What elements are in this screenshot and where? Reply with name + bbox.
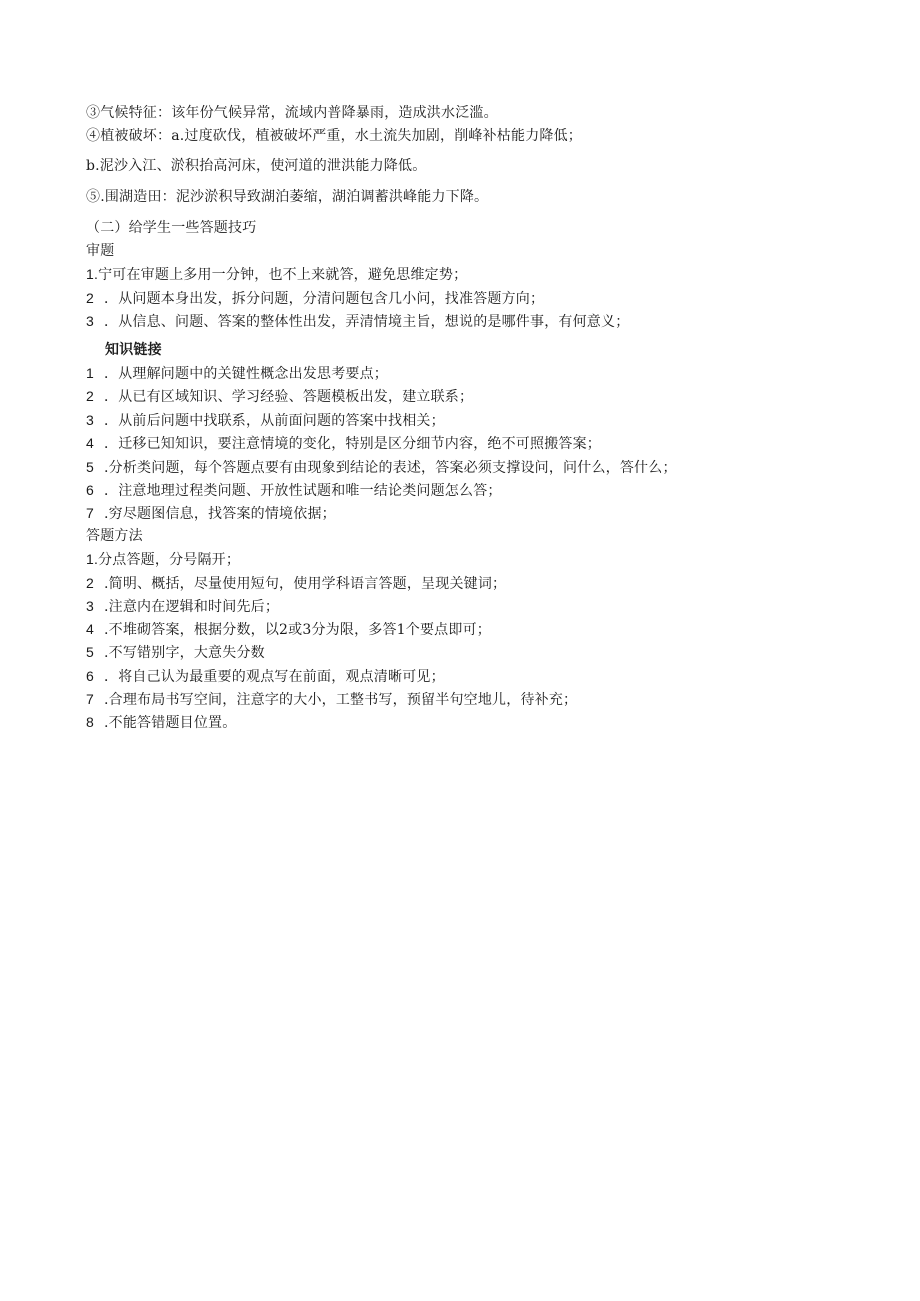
item-number: 3 xyxy=(86,313,94,329)
cause-line-climate: ③气候特征：该年份气候异常，流域内普降暴雨，造成洪水泛滥。 xyxy=(86,105,498,121)
cause-line-sediment: b.泥沙入江、淤积抬高河床，使河道的泄洪能力降低。 xyxy=(86,158,427,174)
method-heading: 答题方法 xyxy=(86,528,143,544)
item-text: ．将自己认为最重要的观点写在前面，观点清晰可见； xyxy=(104,669,445,685)
method-item xyxy=(86,620,491,639)
item-number: 3 xyxy=(86,598,94,614)
item-number: 4 xyxy=(86,621,94,637)
cause-line-reclamation: ⑤.围湖造田：泥沙淤积导致湖泊萎缩，湖泊调蓄洪峰能力下降。 xyxy=(86,189,489,205)
item-number: 4 xyxy=(86,435,94,451)
knowledge-item xyxy=(86,387,473,406)
section-title: （二）给学生一些答题技巧 xyxy=(86,220,257,236)
review-item xyxy=(86,265,467,284)
knowledge-item xyxy=(86,434,601,453)
item-text: ．从信息、问题、答案的整体性出发，弄清情境主旨，想说的是哪件事，有何意义； xyxy=(104,314,630,330)
knowledge-item xyxy=(86,364,388,383)
item-number: 1 xyxy=(86,365,94,381)
method-item xyxy=(86,597,279,616)
item-number: 1. xyxy=(86,551,99,567)
item-number: 2 xyxy=(86,575,94,591)
item-text: .简明、概括，尽量使用短句，使用学科语言答题，呈现关键词； xyxy=(104,576,507,592)
item-number: 6 xyxy=(86,668,94,684)
item-text: ．从问题本身出发，拆分问题，分清问题包含几小问，找准答题方向； xyxy=(104,291,545,307)
method-item xyxy=(86,643,265,662)
method-item xyxy=(86,667,445,686)
method-item xyxy=(86,690,577,709)
item-number: 2 xyxy=(86,388,94,404)
item-number: 3 xyxy=(86,412,94,428)
method-item xyxy=(86,550,240,569)
item-text: .合理布局书写空间，注意字的大小，工整书写，预留半句空地儿，待补充； xyxy=(104,692,578,708)
knowledge-item xyxy=(86,504,336,523)
knowledge-heading: 知识链接 xyxy=(105,341,162,357)
method-item xyxy=(86,574,506,593)
item-text: .不能答错题目位置。 xyxy=(104,715,237,731)
item-text: ．迁移已知知识，要注意情境的变化，特别是区分细节内容，绝不可照搬答案； xyxy=(104,436,601,452)
item-number: 1. xyxy=(86,266,99,282)
item-number: 7 xyxy=(86,505,94,521)
item-text: ．注意地理过程类问题、开放性试题和唯一结论类问题怎么答； xyxy=(104,483,502,499)
cause-line-vegetation: ④植被破坏：a.过度砍伐，植被破坏严重，水土流失加剧，削峰补枯能力降低； xyxy=(86,128,582,144)
knowledge-item xyxy=(86,411,445,430)
item-text: .注意内在逻辑和时间先后； xyxy=(104,599,280,615)
knowledge-item xyxy=(86,458,677,477)
item-number: 8 xyxy=(86,714,94,730)
item-text: 分点答题，分号隔开； xyxy=(98,552,241,568)
item-number: 5 xyxy=(86,644,94,660)
knowledge-item xyxy=(86,481,502,500)
item-number: 7 xyxy=(86,691,94,707)
item-text: .穷尽题图信息，找答案的情境依据； xyxy=(104,506,336,522)
review-item xyxy=(86,312,629,331)
item-text: ．从已有区域知识、学习经验、答题模板出发，建立联系； xyxy=(104,389,474,405)
review-heading: 审题 xyxy=(86,243,115,259)
item-text: .分析类问题，每个答题点要有由现象到结论的表述，答案必须支撑设问，问什么，答什么； xyxy=(104,460,677,476)
item-text: ．从理解问题中的关键性概念出发思考要点； xyxy=(104,366,388,382)
item-text: .不堆砌答案，根据分数，以2或3分为限，多答1个要点即可； xyxy=(104,622,491,638)
item-number: 6 xyxy=(86,482,94,498)
item-text: .不写错别字，大意失分数 xyxy=(104,645,265,661)
item-text: ．从前后问题中找联系，从前面问题的答案中找相关； xyxy=(104,413,445,429)
item-number: 2 xyxy=(86,290,94,306)
method-item xyxy=(86,713,236,732)
review-item xyxy=(86,289,544,308)
item-number: 5 xyxy=(86,459,94,475)
item-text: 宁可在审题上多用一分钟，也不上来就答，避免思维定势； xyxy=(98,267,468,283)
